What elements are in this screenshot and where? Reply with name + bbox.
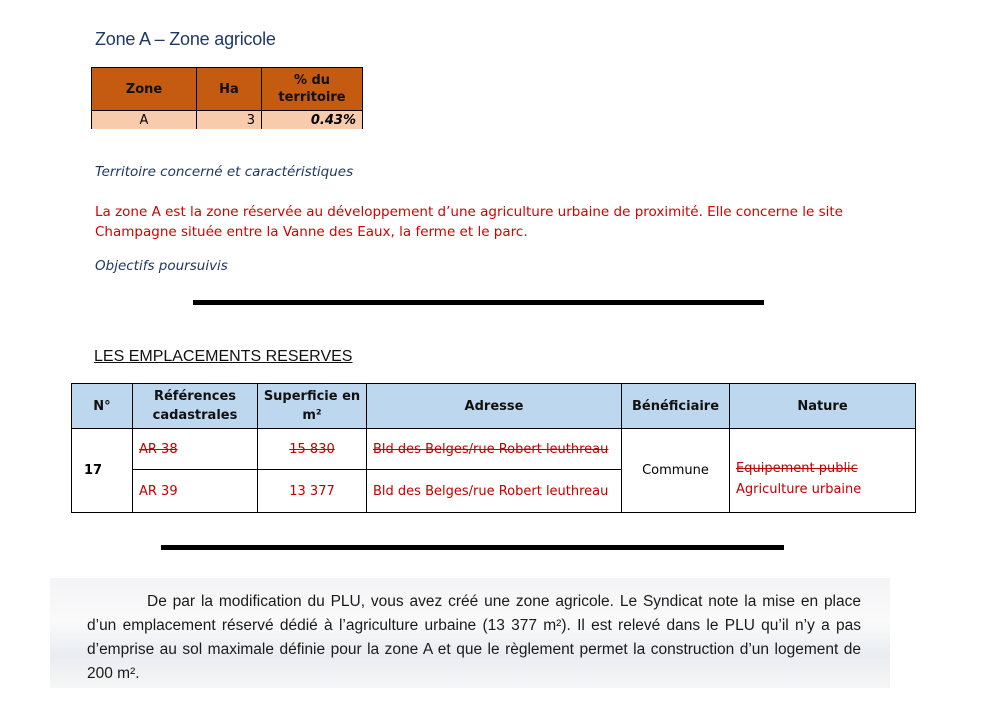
header-address: Adresse (367, 384, 622, 429)
zone-summary-table (91, 67, 363, 129)
area-new: 13 377 (258, 470, 367, 513)
zone-header-zone: Zone (92, 68, 197, 111)
divider-bottom (161, 545, 784, 550)
address-old: Bld des Belges/rue Robert leuthreau (367, 429, 622, 470)
territory-heading: Territoire concerné et caractéristiques (95, 164, 354, 180)
zone-cell-zone: A (92, 111, 197, 130)
zone-header-pct: % du territoire (262, 68, 363, 111)
nature-old: Equipement public (736, 460, 858, 476)
scanned-paragraph: De par la modification du PLU, vous avez créé une zone agricole. Le Syndicat note la mise en place d’un emplacement réservé dédié à l’agriculture urbaine (13 377 m²). Il est relevé dans le PLU qu’il n’y a pas d’emprise au sol maximale définie pour la zone A et que le règlement permet la construction d’un logement de 200 m². (87, 593, 861, 682)
zone-title: Zone A – Zone agricole (95, 29, 276, 49)
header-refs: Références cadastrales (133, 384, 258, 429)
divider-top (193, 300, 764, 305)
header-area: Superficie en m² (258, 384, 367, 429)
zone-cell-ha: 3 (197, 111, 262, 130)
zone-cell-pct: 0.43% (262, 111, 363, 130)
territory-text: La zone A est la zone réservée au développement d’une agriculture urbaine de proximité. Elle concerne le site Champagne située entre la Vanne des Eaux, la ferme et le parc. (95, 204, 843, 240)
area-old: 15 830 (258, 429, 367, 470)
header-beneficiary: Bénéficiaire (622, 384, 730, 429)
objectives-heading: Objectifs poursuivis (95, 258, 228, 274)
header-nature: Nature (730, 384, 916, 429)
ref-old: AR 38 (133, 429, 258, 470)
nature-cell (730, 429, 916, 513)
address-new: Bld des Belges/rue Robert leuthreau (367, 470, 622, 513)
beneficiary-cell: Commune (622, 429, 730, 513)
zone-header-ha: Ha (197, 68, 262, 111)
reserved-table (71, 383, 916, 513)
reserved-title: LES EMPLACEMENTS RESERVES (94, 348, 353, 365)
entry-num: 17 (72, 429, 133, 513)
ref-new: AR 39 (133, 470, 258, 513)
header-num: N° (72, 384, 133, 429)
nature-new: Agriculture urbaine (736, 481, 862, 497)
